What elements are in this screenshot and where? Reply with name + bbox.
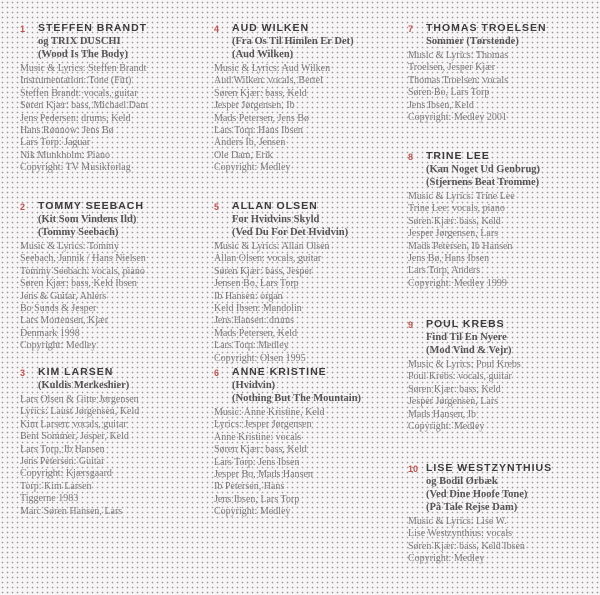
song-title: (Kit Som Vindens Ild) bbox=[38, 214, 137, 225]
credit-line: Mads Petersen, Jens Bø bbox=[214, 112, 309, 124]
credit-line: Jesper Bo, Mads Hansen bbox=[214, 469, 313, 481]
credit-line: Music & Lyrics: Lise W. bbox=[408, 516, 507, 527]
credit-line: Jensen Bo, Lars Torp bbox=[214, 278, 299, 290]
song-title: (Hvidvin) bbox=[232, 380, 276, 391]
credit-line: Jens Petersen: Guitar bbox=[20, 456, 105, 468]
credit-line: Trine Lee: vocals, piano bbox=[408, 203, 505, 215]
credit-line: Music & Lyrics: Trine Lee bbox=[408, 191, 515, 202]
song-title: For Hvidvins Skyld bbox=[232, 214, 320, 225]
song-title: (Kuldis Merkeshier) bbox=[38, 380, 130, 391]
track-entry-2 bbox=[20, 200, 196, 353]
song-subtitle: (Wood Is The Body) bbox=[38, 49, 128, 60]
credit-line: Ib Petersen, Hans bbox=[214, 481, 285, 493]
credit-line: Søren Kjær: bass, Keld bbox=[408, 215, 501, 227]
credit-line: Ole Dam, Erik bbox=[214, 149, 273, 161]
song-subtitle: (Aud Wilken) bbox=[232, 49, 294, 60]
credit-line: Søren Kjær: bass, Keld bbox=[408, 383, 501, 395]
artist-name: POUL KREBS bbox=[426, 318, 505, 330]
credit-line: Jens Ibsen, Lars Torp bbox=[214, 493, 300, 505]
credit-line: Søren Kjær: bass, Keld bbox=[214, 444, 307, 456]
artist-name: STEFFEN BRANDT bbox=[38, 22, 148, 34]
credit-line: Troelsen, Jesper Kjær bbox=[408, 62, 496, 74]
song-subtitle: (På Tale Rejse Dam) bbox=[426, 502, 518, 513]
credit-line: Ib Hansen: organ bbox=[214, 290, 283, 302]
track-number: 9 bbox=[408, 320, 414, 330]
credit-line: Kim Larsen: vocals, guitar bbox=[20, 418, 127, 430]
track-entry-7 bbox=[408, 22, 584, 124]
song-subtitle: (Mod Vind & Vejr) bbox=[426, 345, 512, 356]
credit-line: Søren Kjær: bass, Keld Ibsen bbox=[20, 278, 137, 290]
track-entry-3 bbox=[20, 366, 196, 518]
credit-line: Jens Pedersen: drums, Keld bbox=[20, 112, 131, 124]
credit-line: Music & Lyrics: Tommy bbox=[20, 241, 119, 252]
credit-line: Music: Anne Kristine, Keld bbox=[214, 407, 325, 418]
credit-line: Copyright: Medley bbox=[408, 421, 485, 433]
credits-block bbox=[20, 241, 196, 353]
credit-line: Allan Olsen: vocals, guitar bbox=[214, 253, 322, 265]
song-title: Find Til En Nyere bbox=[426, 332, 507, 343]
song-title: (Kan Noget Ud Genbrug) bbox=[426, 164, 541, 175]
credit-line: Copyright: Kjærsgaard bbox=[20, 468, 112, 480]
credit-line: Torp: Kim Larsen bbox=[20, 480, 92, 492]
artist-name: TOMMY SEEBACH bbox=[38, 200, 144, 212]
credit-line: Nik Munkholm: Piano bbox=[20, 149, 111, 161]
artist-name: KIM LARSEN bbox=[38, 366, 114, 378]
credit-line: Copyright: Medley 2001 bbox=[408, 112, 507, 124]
song-subtitle: (Tommy Seebach) bbox=[38, 227, 119, 238]
credit-line: Lars Mortensen, Kjær bbox=[20, 315, 109, 327]
song-subtitle: (Ved Dine Hoofe Tone) bbox=[426, 489, 528, 500]
song-title: og TRIX DUSCHI bbox=[38, 36, 121, 47]
credits-block bbox=[214, 241, 390, 365]
credit-line: Aud Wilken: vocals, Bertel bbox=[214, 75, 323, 87]
credit-line: Lyrics: Jesper Jørgensen bbox=[214, 419, 312, 431]
track-number: 3 bbox=[20, 368, 26, 378]
credit-line: Instrumentation: Tone (Fitt) bbox=[20, 75, 132, 87]
credit-line: Marc Søren Hansen, Lars bbox=[20, 505, 123, 517]
credit-line: Jesper Jørgensen, Lars bbox=[408, 228, 499, 240]
track-entry-6 bbox=[214, 366, 390, 519]
song-subtitle: (Stjernens Beat Tromme) bbox=[426, 177, 540, 188]
track-number: 10 bbox=[408, 464, 419, 474]
track-number: 4 bbox=[214, 24, 220, 34]
credit-line: Music & Lyrics: Allan Olsen bbox=[214, 241, 330, 252]
track-number: 6 bbox=[214, 368, 220, 378]
credit-line: Mads Petersen, Keld bbox=[214, 327, 298, 339]
credits-block bbox=[408, 359, 584, 433]
credits-block bbox=[408, 516, 584, 566]
track-number: 1 bbox=[20, 24, 26, 34]
song-title: Sommer (Tørstende) bbox=[426, 36, 519, 47]
track-number: 5 bbox=[214, 202, 220, 212]
credit-line: Copyright: Medley bbox=[214, 162, 291, 174]
credit-line: Lars Olsen & Gitte Jørgensen bbox=[20, 394, 139, 405]
credit-line: Copyright: Medley 1999 bbox=[408, 277, 507, 289]
credit-line: Copyright: Medley bbox=[20, 340, 97, 352]
credit-line: Seebach, Jannik / Hans Nielsen bbox=[20, 253, 146, 265]
track-number: 8 bbox=[408, 152, 414, 162]
credit-line: Music & Lyrics: Poul Krebs bbox=[408, 359, 521, 370]
credit-line: Søren Kjær: bass, Keld bbox=[214, 87, 307, 99]
track-entry-5 bbox=[214, 200, 390, 365]
track-entry-10 bbox=[408, 462, 584, 566]
credit-line: Jesper Jørgensen, Lars bbox=[408, 396, 499, 408]
credit-line: Lars Torp: Jens Ibsen bbox=[214, 456, 300, 468]
credit-line: Lise Westzynthius: vocals bbox=[408, 528, 512, 540]
credit-line: Music & Lyrics: Thomas bbox=[408, 50, 509, 61]
credit-line: Anders Ib, Jensen bbox=[214, 137, 286, 149]
credit-line: Lars Torp: Jaguar bbox=[20, 137, 91, 149]
credit-line: Mads Petersen, Ib Hansen bbox=[408, 240, 513, 252]
credit-line: Tiggerne 1983 bbox=[20, 493, 79, 505]
credit-line: Lars Torp: Medley bbox=[214, 340, 289, 352]
track-entry-9 bbox=[408, 318, 584, 433]
artist-name: LISE WESTZYNTHIUS bbox=[426, 462, 553, 474]
credit-line: Anne Kristine: vocals bbox=[214, 431, 302, 443]
credit-line: Music & Lyrics: Steffen Brandt bbox=[20, 63, 147, 74]
credit-line: Denmark 1998 bbox=[20, 327, 80, 339]
song-title: (Fra Os Til Himlen Er Det) bbox=[232, 36, 354, 47]
artist-name: TRINE LEE bbox=[426, 150, 490, 162]
credit-line: Lars Torp: Hans Ibsen bbox=[214, 125, 303, 137]
song-title: og Bodil Ørbæk bbox=[426, 476, 498, 487]
song-subtitle: (Nothing But The Mountain) bbox=[232, 393, 362, 404]
credits-block bbox=[20, 63, 196, 175]
credit-line: Copyright: Olsen 1995 bbox=[214, 352, 306, 364]
credits-block bbox=[20, 394, 196, 518]
credit-line: Jens Bø, Hans Ibsen bbox=[408, 253, 490, 265]
credit-line: Music & Lyrics: Aud Wilken bbox=[214, 63, 331, 74]
credit-line: Keld Ibsen: Mandolin bbox=[214, 303, 302, 315]
credit-line: Thomas Troelsen: vocals bbox=[408, 74, 508, 86]
credit-line: Lars Torp, Ib Hansen bbox=[20, 443, 105, 455]
track-entry-1 bbox=[20, 22, 196, 175]
track-entry-4 bbox=[214, 22, 390, 175]
credit-line: Jens Ibsen, Keld bbox=[408, 99, 474, 111]
credit-line: Lars Torp, Anders bbox=[408, 265, 481, 277]
credit-line: Søren Kjær: bass, Michael Dam bbox=[20, 100, 149, 112]
credit-line: Søren Kjær: bass, Jesper bbox=[214, 265, 313, 277]
credit-line: Jens & Guitar, Ahlers bbox=[20, 290, 107, 302]
credit-line: Tommy Seebach: vocals, piano bbox=[20, 265, 145, 277]
track-number: 7 bbox=[408, 24, 414, 34]
artist-name: AUD WILKEN bbox=[232, 22, 310, 34]
credit-line: Steffen Brandt: vocals, guitar bbox=[20, 87, 138, 99]
artist-name: THOMAS TROELSEN bbox=[426, 22, 547, 34]
song-subtitle: (Ved Du For Det Hvidvin) bbox=[232, 227, 349, 238]
credit-line: Bent Sommer, Jesper, Keld bbox=[20, 431, 129, 443]
credit-line: Bo Sunds & Jesper bbox=[20, 303, 97, 315]
track-number: 2 bbox=[20, 202, 26, 212]
credit-line: Copyright: Medley bbox=[408, 553, 485, 565]
artist-name: ALLAN OLSEN bbox=[232, 200, 318, 212]
credit-line: Copyright: Medley bbox=[214, 506, 291, 518]
credit-line: Copyright: TV Musikforlag bbox=[20, 162, 131, 174]
artist-name: ANNE KRISTINE bbox=[232, 366, 327, 378]
credits-block bbox=[408, 191, 584, 290]
credit-line: Poul Krebs: vocals, guitar bbox=[408, 371, 512, 383]
track-entry-8 bbox=[408, 150, 584, 290]
credit-line: Jens Hansen: drums bbox=[214, 315, 294, 327]
credit-line: Hans Rønnow: Jens Bø bbox=[20, 125, 114, 137]
credits-block bbox=[214, 407, 390, 519]
credit-line: Mads Hansen, Ib bbox=[408, 408, 477, 420]
credits-block bbox=[214, 63, 390, 175]
credit-line: Søren Kjær: bass, Keld Ibsen bbox=[408, 540, 525, 552]
credits-block bbox=[408, 50, 584, 124]
credit-line: Søren Bo, Lars Torp bbox=[408, 87, 490, 99]
credit-line: Jesper Jørgensen, Ib bbox=[214, 100, 295, 112]
credit-line: Lyrics: Laust Jørgensen, Keld bbox=[20, 406, 140, 418]
